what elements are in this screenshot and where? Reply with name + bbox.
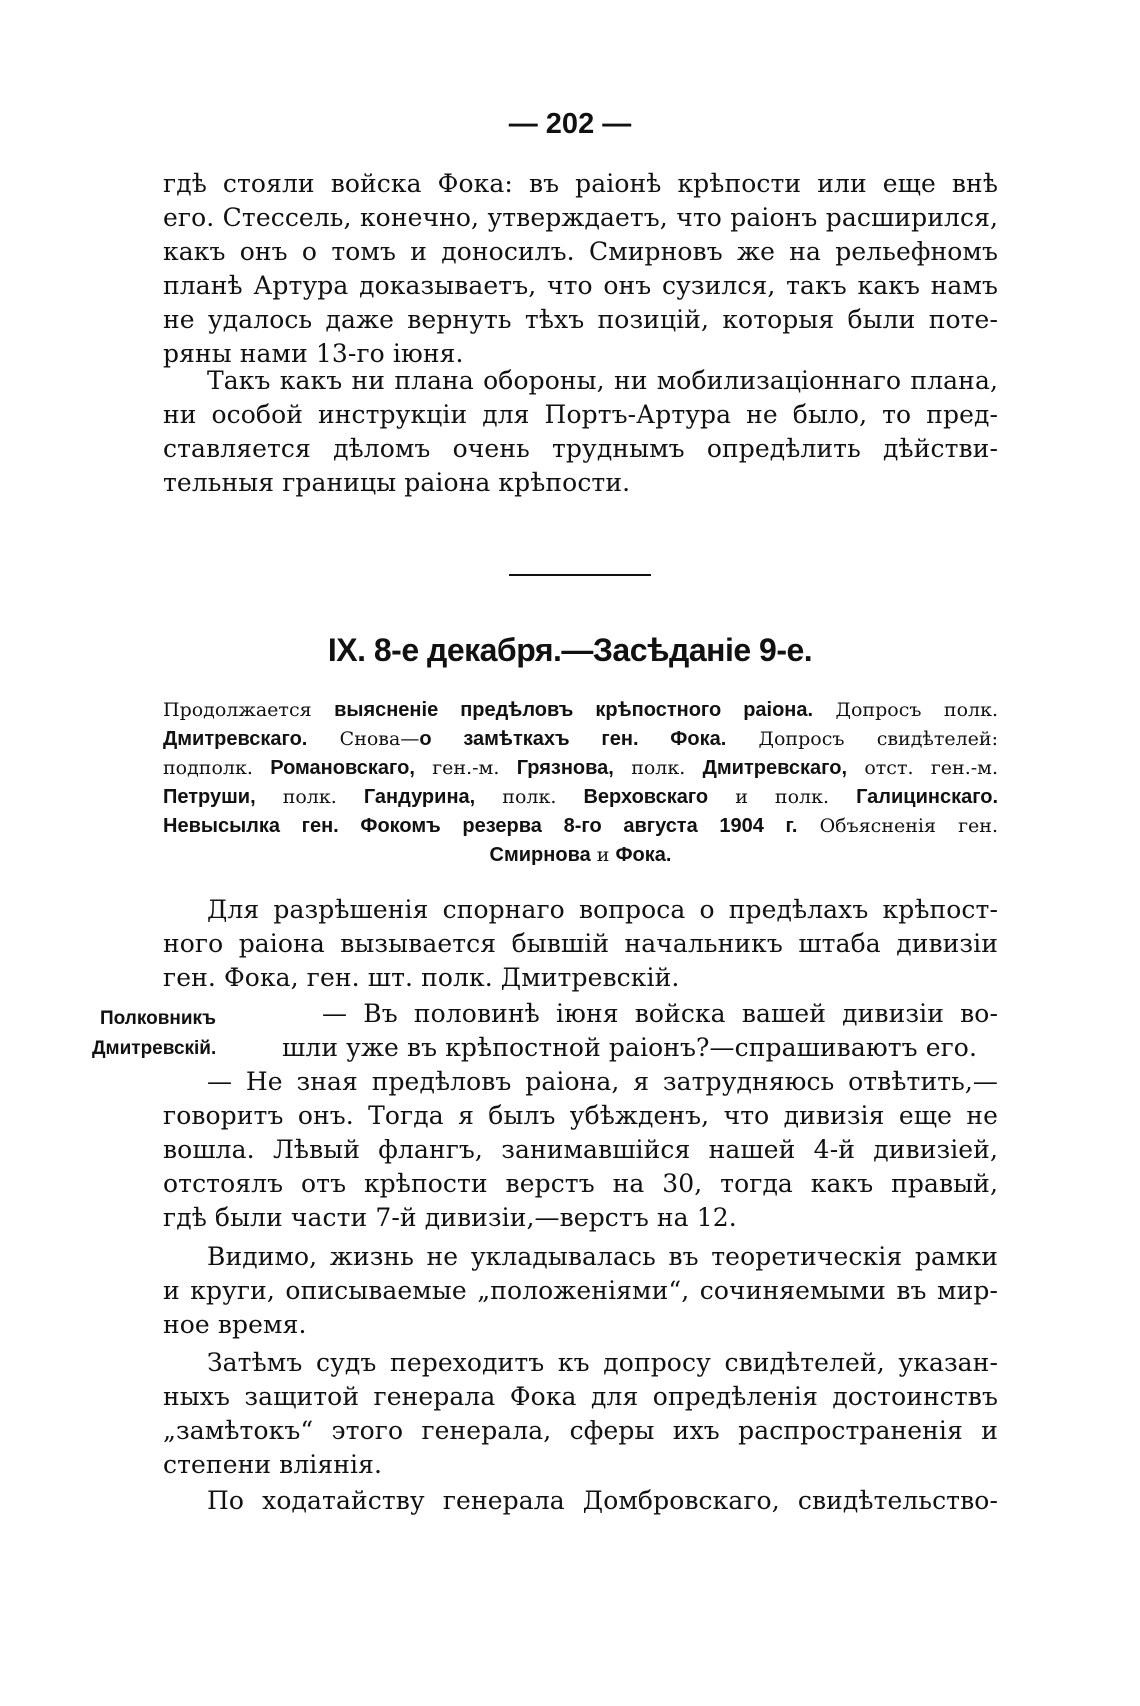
summary-bold: Дмитревскаго. xyxy=(163,728,308,750)
summary-text: подполк. xyxy=(163,757,253,779)
text-line: шли уже въ крѣпостной раіонъ?—спрашиваютъ его. xyxy=(282,1033,978,1062)
text-line: Такъ какъ ни плана обороны, ни мобилизаціоннаго плана, xyxy=(207,366,998,395)
summary-line xyxy=(163,841,998,870)
paragraph xyxy=(163,1484,998,1518)
summary-text: и xyxy=(596,844,610,866)
paragraph xyxy=(163,364,998,500)
summary-text: ген.-м. xyxy=(432,757,500,779)
summary-line xyxy=(163,783,998,812)
text-line: „замѣтокъ“ этого генерала, сферы ихъ распространенія и xyxy=(163,1416,998,1445)
summary-text: Снова— xyxy=(339,728,420,750)
summary-bold: Верховскаго xyxy=(583,786,709,808)
text-line: не удалось даже вернуть тѣхъ позицій, которыя были поте- xyxy=(163,305,998,334)
text-line: ного раіона вызывается бывшій начальникъ штаба дивизіи xyxy=(163,929,998,958)
summary-bold: Фока. xyxy=(615,844,672,866)
text-line: ставляется дѣломъ очень труднымъ опредѣлить дѣйстви- xyxy=(163,434,998,463)
text-line: ген. Фока, ген. шт. полк. Дмитревскій. xyxy=(163,963,680,992)
summary-text: Допросъ свидѣтелей: xyxy=(758,728,998,750)
text-line: тельныя границы раіона крѣпости. xyxy=(163,468,631,497)
summary-text: полк. xyxy=(631,757,686,779)
section-summary xyxy=(163,696,998,870)
summary-bold: Галицинскаго. xyxy=(856,786,999,808)
text-line: и круги, описываемые „положеніями“, сочиняемыми въ мир- xyxy=(163,1276,998,1305)
section-heading: IX. 8-е декабря.—Засѣданіе 9-е. xyxy=(327,632,813,668)
text-line: планѣ Артура доказываетъ, что онъ сузился, такъ какъ намъ xyxy=(163,271,998,300)
text-line: — Не зная предѣловъ раіона, я затрудняюсь отвѣтить,— xyxy=(207,1067,998,1096)
summary-bold: Смирнова xyxy=(489,844,591,866)
text-line: его. Стессель, конечно, утверждаетъ, что раіонъ расширился, xyxy=(163,203,998,232)
summary-bold: Романовскаго, xyxy=(270,757,415,779)
text-line: — Въ половинѣ іюня войска вашей дивизіи во- xyxy=(322,999,998,1028)
summary-line xyxy=(163,754,998,783)
summary-text: полк. xyxy=(282,786,337,808)
text-line: Затѣмъ судъ переходитъ къ допросу свидѣтелей, указан- xyxy=(207,1348,998,1377)
text-line: вошла. Лѣвый флангъ, занимавшійся нашей 4-й дивизіей, xyxy=(163,1135,998,1164)
summary-bold: Дмитревскаго, xyxy=(702,757,848,779)
summary-line xyxy=(163,696,998,725)
summary-line xyxy=(163,725,998,754)
summary-text: отст. ген.-м. xyxy=(864,757,998,779)
paragraph xyxy=(163,893,998,995)
summary-text: Продолжается xyxy=(163,699,312,721)
text-line: гдѣ стояли войска Фока: въ раіонѣ крѣпости или еще внѣ xyxy=(163,169,998,198)
summary-line xyxy=(163,812,998,841)
text-line: ряны нами 13-го іюня. xyxy=(163,339,464,368)
text-line: говоритъ онъ. Тогда я былъ убѣжденъ, что дивизія еще не xyxy=(163,1101,998,1130)
text-line: отстоялъ отъ крѣпости верстъ на 30, тогда какъ правый, xyxy=(163,1169,998,1198)
speech-paragraph xyxy=(282,997,998,1065)
paragraph xyxy=(163,1240,998,1342)
summary-bold: Невысылка ген. Фокомъ резерва 8-го августа 1904 г. xyxy=(163,815,798,837)
summary-bold: Грязнова, xyxy=(516,757,614,779)
text-line: гдѣ были части 7-й дивизіи,—верстъ на 12. xyxy=(163,1203,737,1232)
text-line: ное время. xyxy=(163,1310,307,1339)
speaker-name: Дмитревскій. xyxy=(92,1038,217,1059)
section-divider xyxy=(509,574,651,576)
speaker-rank: Полковникъ xyxy=(100,1008,216,1029)
summary-text: полк. xyxy=(502,786,557,808)
summary-text: Объясненія ген. xyxy=(819,815,999,837)
summary-bold: Петруши, xyxy=(163,786,256,808)
summary-bold: о замѣткахъ ген. Фока. xyxy=(419,728,727,750)
text-line: ни особой инструкціи для Портъ-Артура не было, то пред- xyxy=(163,400,998,429)
paragraph xyxy=(163,1065,998,1235)
summary-bold: Гандурина, xyxy=(363,786,476,808)
text-line: По ходатайству генерала Домбровскаго, свидѣтельство- xyxy=(207,1486,998,1515)
summary-text: и полк. xyxy=(735,786,830,808)
summary-text: Допросъ полк. xyxy=(835,699,998,721)
text-line: степени вліянія. xyxy=(163,1450,383,1479)
text-line: какъ онъ о томъ и доносилъ. Смирновъ же на рельефномъ xyxy=(163,237,998,266)
text-line: ныхъ защитой генерала Фока для опредѣленія достоинствъ xyxy=(163,1382,998,1411)
text-line: Для разрѣшенія спорнаго вопроса о предѣлахъ крѣпост- xyxy=(207,895,998,924)
summary-bold: выясненіе предѣловъ крѣпостного раіона. xyxy=(334,699,814,721)
paragraph-continuation xyxy=(163,167,998,371)
page-number: — 202 — xyxy=(508,108,632,140)
paragraph xyxy=(163,1346,998,1482)
text-line: Видимо, жизнь не укладывалась въ теоретическія рамки xyxy=(207,1242,998,1271)
speaker-label xyxy=(92,1004,272,1064)
